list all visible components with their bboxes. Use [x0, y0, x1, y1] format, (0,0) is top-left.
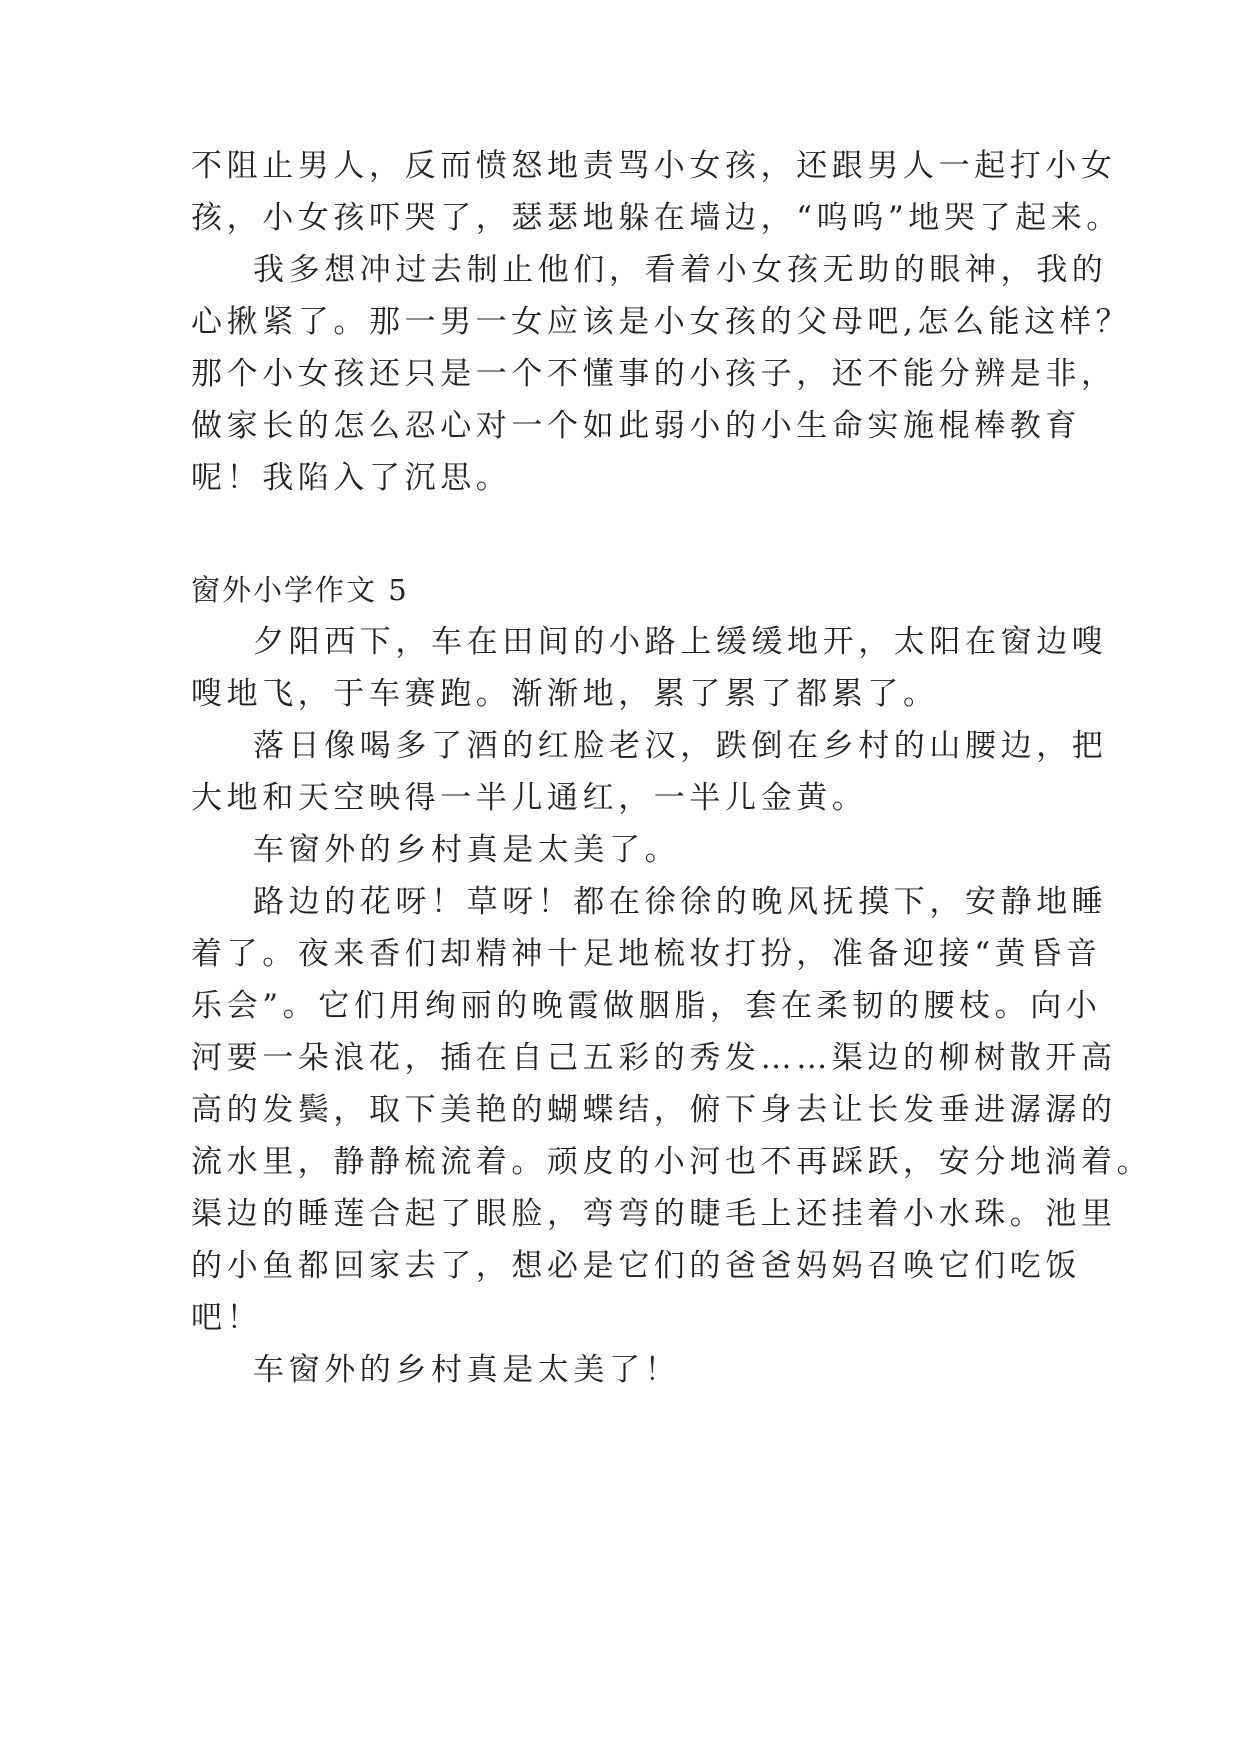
paragraph-line: 车窗外的乡村真是太美了！: [253, 1352, 681, 1388]
paragraph-line: 车窗外的乡村真是太美了。: [253, 832, 681, 868]
paragraph-line: 路边的花呀！草呀！都在徐徐的晚风抚摸下，安静地睡: [253, 884, 1108, 920]
paragraph-line: 落日像喝多了酒的红脸老汉，跌倒在乡村的山腰边，把: [253, 728, 1108, 764]
paragraph-line: 呢！我陷入了沉思。: [191, 460, 512, 496]
paragraph-line: 河要一朵浪花，插在自己五彩的秀发……渠边的柳树散开高: [191, 1040, 1117, 1076]
paragraph-line: 大地和天空映得一半儿通红，一半儿金黄。: [191, 780, 868, 816]
section-title: 窗外小学作文 5: [191, 573, 409, 607]
paragraph-line: 那个小女孩还只是一个不懂事的小孩子，还不能分辨是非，: [191, 356, 1117, 392]
paragraph-line: 孩，小女孩吓哭了，瑟瑟地躲在墙边，“呜呜”地哭了起来。: [191, 200, 1122, 236]
paragraph-line: 乐会”。它们用绚丽的晚霞做胭脂，套在柔韧的腰枝。向小: [191, 988, 1102, 1024]
paragraph-line: 流水里，静静梳流着。顽皮的小河也不再踩跃，安分地淌着。: [191, 1144, 1153, 1180]
paragraph-line: 不阻止男人，反而愤怒地责骂小女孩，还跟男人一起打小女: [191, 148, 1117, 184]
paragraph-line: 着了。夜来香们却精神十足地梳妆打扮，准备迎接“黄昏音: [191, 936, 1102, 972]
paragraph-line: 的小鱼都回家去了，想必是它们的爸爸妈妈召唤它们吃饭: [191, 1248, 1081, 1284]
paragraph-line: 做家长的怎么忍心对一个如此弱小的小生命实施棍棒教育: [191, 408, 1081, 444]
paragraph-line: 吧！: [191, 1300, 263, 1336]
paragraph-line: 渠边的睡莲合起了眼脸，弯弯的睫毛上还挂着小水珠。池里: [191, 1196, 1117, 1232]
paragraph-line: 嗖地飞，于车赛跑。渐渐地，累了累了都累了。: [191, 676, 939, 712]
paragraph-line: 高的发鬓，取下美艳的蝴蝶结，俯下身去让长发垂进潺潺的: [191, 1092, 1117, 1128]
paragraph-line: 夕阳西下，车在田间的小路上缓缓地开，太阳在窗边嗖: [253, 624, 1108, 660]
paragraph-line: 我多想冲过去制止他们，看着小女孩无助的眼神，我的: [253, 252, 1108, 288]
paragraph-line: 心揪紧了。那一男一女应该是小女孩的父母吧,怎么能这样？: [191, 304, 1132, 340]
